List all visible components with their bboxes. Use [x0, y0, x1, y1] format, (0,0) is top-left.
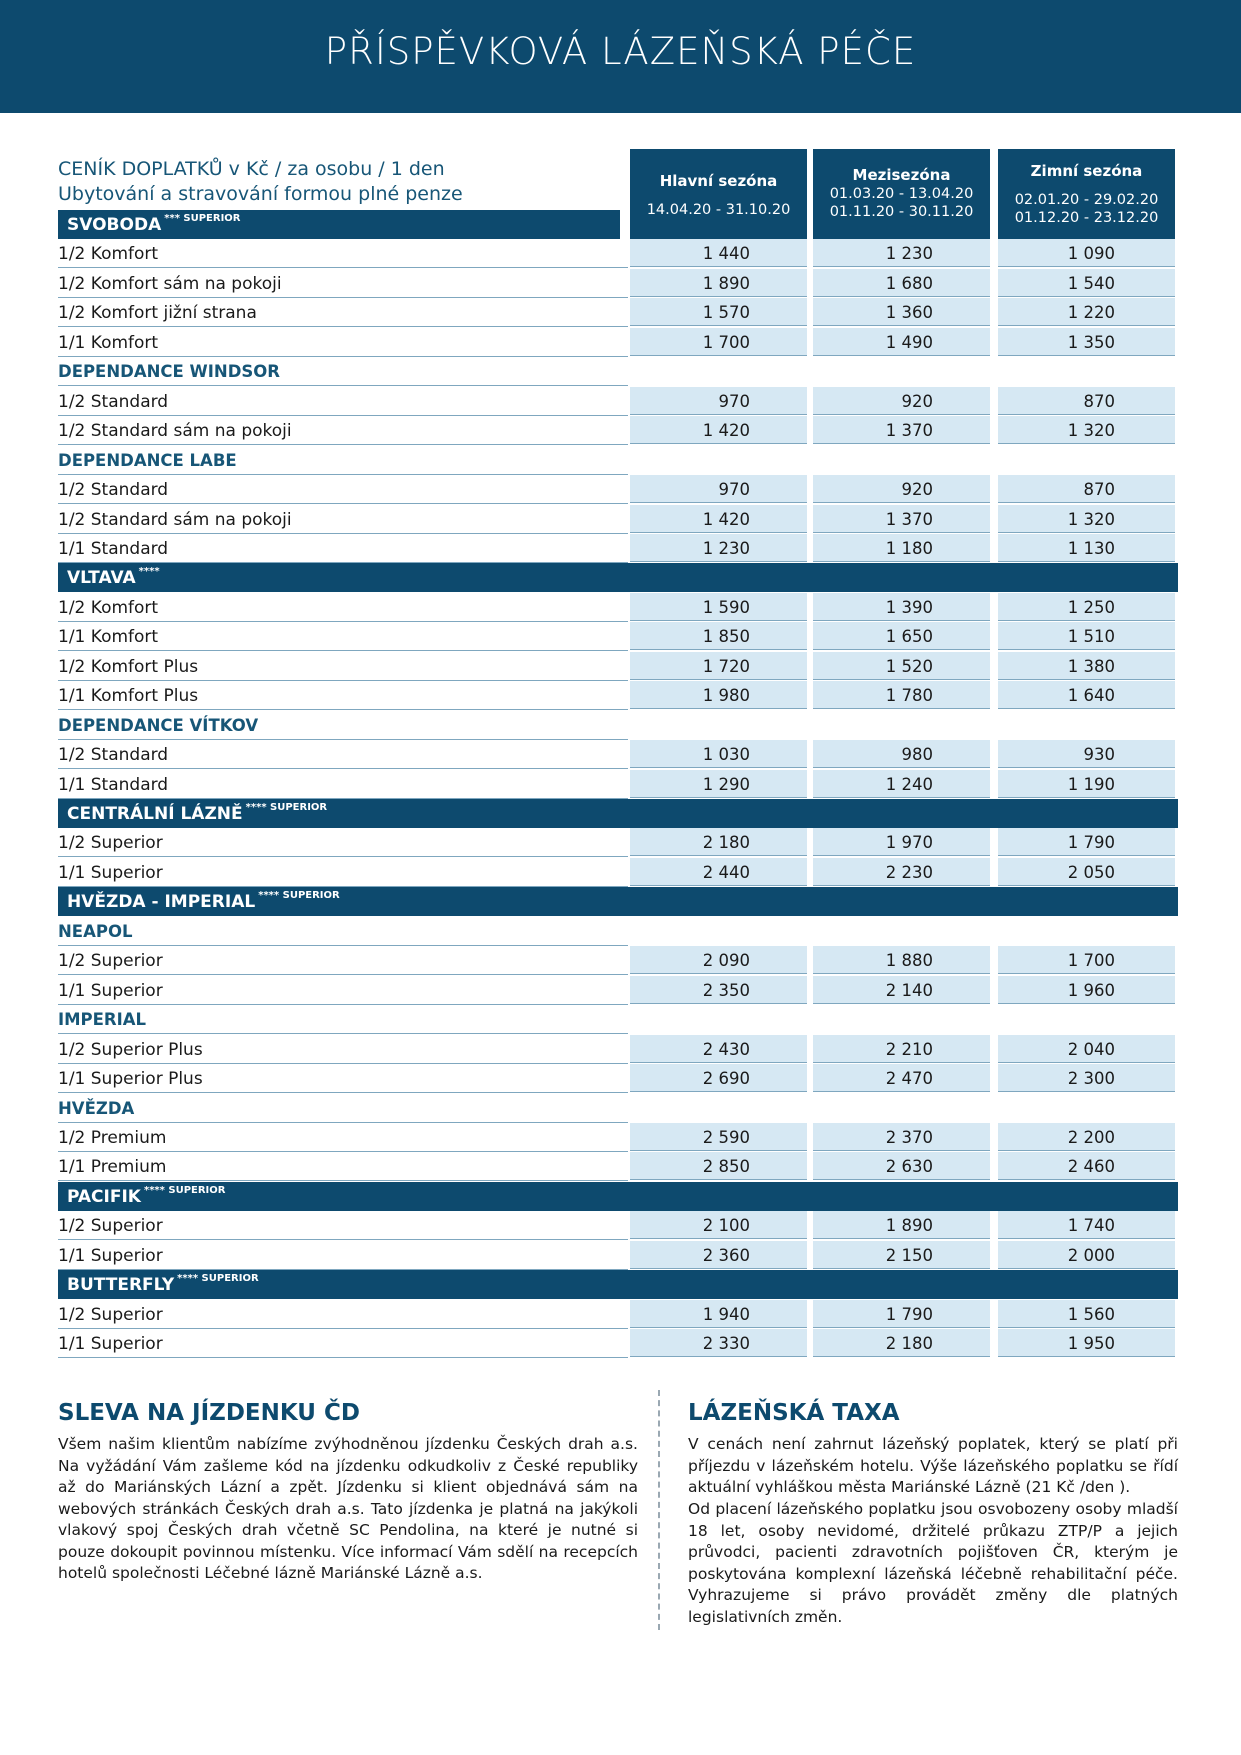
price-cell: 1 780: [813, 681, 990, 709]
hotel-stars: **** SUPERIOR: [177, 1273, 259, 1285]
price-cell: 920: [813, 387, 990, 415]
subsection-row: [58, 446, 1178, 475]
price-cell: 2 180: [630, 828, 807, 856]
subsection-label: HVĚZDA: [58, 1094, 628, 1123]
room-type-label: 1/2 Superior: [58, 1300, 628, 1329]
price-cell: 1 130: [998, 534, 1175, 562]
hotel-name: CENTRÁLNÍ LÁZNĚ: [67, 804, 243, 824]
price-cell: 1 090: [998, 239, 1175, 267]
price-cell: 2 430: [630, 1035, 807, 1063]
price-row: [58, 387, 1178, 416]
hotel-header-row: [58, 799, 1178, 828]
price-row: [58, 298, 1178, 327]
hotel-title: [67, 1182, 225, 1213]
hotel-header-row: [58, 563, 1178, 592]
price-cell: 2 200: [998, 1123, 1175, 1151]
price-cell: 1 980: [630, 681, 807, 709]
room-type-label: 1/2 Komfort: [58, 593, 628, 622]
room-type-label: 1/1 Superior: [58, 1241, 628, 1270]
season-name: Hlavní sezóna: [659, 172, 778, 190]
price-cell: 2 590: [630, 1123, 807, 1151]
hotel-title: [67, 1270, 259, 1301]
price-cell: 1 360: [813, 298, 990, 326]
price-cell: 1 240: [813, 770, 990, 798]
hotel-title: [67, 210, 241, 241]
price-cell: 980: [813, 740, 990, 768]
price-cell: 1 700: [630, 328, 807, 356]
room-type-label: 1/1 Komfort Plus: [58, 681, 628, 710]
price-row: [58, 416, 1178, 445]
hotel-header-row: [58, 887, 1178, 916]
hotel-name: BUTTERFLY: [67, 1275, 175, 1296]
hotel-stars: *** SUPERIOR: [164, 213, 241, 224]
price-cell: 2 040: [998, 1035, 1175, 1063]
season-dates: 02.01.20 - 29.02.20: [1014, 192, 1159, 208]
price-row: [58, 622, 1178, 651]
price-cell: 2 850: [630, 1152, 807, 1180]
hotel-header-row: [58, 210, 1178, 239]
price-cell: 1 380: [998, 652, 1175, 680]
price-cell: 1 560: [998, 1300, 1175, 1328]
page-title: PŘÍSPĚVKOVÁ LÁZEŇSKÁ PÉČE: [324, 30, 917, 73]
price-cell: 1 650: [813, 622, 990, 650]
price-cell: 970: [630, 387, 807, 415]
price-cell: 1 940: [630, 1300, 807, 1328]
price-list-caption: CENÍK DOPLATKŮ v Kč / za osobu / 1 den: [58, 158, 445, 180]
room-type-label: 1/2 Superior: [58, 946, 628, 975]
price-cell: 1 420: [630, 505, 807, 533]
price-cell: 1 960: [998, 976, 1175, 1004]
price-row: [58, 1064, 1178, 1093]
hotel-stars: ****: [138, 566, 160, 578]
price-cell: 870: [998, 387, 1175, 415]
price-cell: 2 440: [630, 858, 807, 886]
price-cell: 930: [998, 740, 1175, 768]
tax-text-1: V cenách není zahrnut lázeňský poplatek, který se platí při příjezdu v lázeňském hotelu. Výše lázeňského poplatku se řídí aktuální vyhláškou města Mariánské Lázně (21 Kč /den ).: [688, 1435, 1178, 1496]
hotel-stars: **** SUPERIOR: [143, 1184, 226, 1196]
price-cell: 2 330: [630, 1329, 807, 1357]
price-cell: 1 320: [998, 416, 1175, 444]
subsection-row: [58, 711, 1178, 740]
hotel-stars: **** SUPERIOR: [245, 802, 328, 813]
price-cell: 2 370: [813, 1123, 990, 1151]
price-cell: 1 510: [998, 622, 1175, 650]
room-type-label: 1/2 Superior Plus: [58, 1035, 628, 1064]
price-cell: 1 890: [813, 1211, 990, 1239]
room-type-label: 1/2 Komfort Plus: [58, 652, 628, 681]
price-cell: 1 890: [630, 269, 807, 297]
subsection-row: [58, 917, 1178, 946]
price-row: [58, 681, 1178, 710]
price-cell: 2 090: [630, 946, 807, 974]
tax-heading: LÁZEŇSKÁ TAXA: [688, 1400, 900, 1426]
ticket-text: Všem našim klientům nabízíme zvýhodněnou jízdenku Českých drah a.s. Na vyžádání Vám zašleme kód na jízdenku odkudkoliv z České republiky až do Mariánských Lázní a zpět. Jízdenku si klient objednává sám na webových stránkách Českých drah a.s. Tato jízdenka je platná na jakýkoli vlakový spoj Českých drah včetně SC Pendolina, na které je nutné si pouze dokoupit povinnou místenku. Více informací Vám sdělí na recepcích hotelů společnosti Léčebné lázně Mariánské Lázně a.s.: [58, 1435, 638, 1582]
price-cell: 1 390: [813, 593, 990, 621]
hotel-header-row: [58, 1270, 1178, 1299]
hotel-title: [67, 799, 327, 830]
price-row: [58, 593, 1178, 622]
price-cell: 1 720: [630, 652, 807, 680]
room-type-label: 1/1 Superior: [58, 1329, 628, 1358]
hotel-stars: **** SUPERIOR: [258, 890, 340, 902]
room-type-label: 1/1 Standard: [58, 770, 628, 799]
price-cell: 2 360: [630, 1241, 807, 1269]
price-cell: 1 850: [630, 622, 807, 650]
season-dates: 01.11.20 - 30.11.20: [829, 204, 974, 220]
price-cell: 2 630: [813, 1152, 990, 1180]
price-cell: 1 790: [813, 1300, 990, 1328]
hotel-header-bar: [58, 563, 1178, 592]
subsection-row: [58, 1094, 1178, 1123]
price-cell: 1 590: [630, 593, 807, 621]
price-cell: 1 440: [630, 239, 807, 267]
price-cell: 1 190: [998, 770, 1175, 798]
tax-text-2: Od placení lázeňského poplatku jsou osvobozeny osoby mladší 18 let, osoby nevidomé, držitelé průkazu ZTP/P a jejich průvodci, pacienti zdravotních pojišťoven ČR, kterým je poskytována komplexní lázeňská léčebně rehabilitační péče. Vyhrazujeme si právo provádět změny dle platných legislativních změn.: [688, 1500, 1178, 1626]
price-cell: 1 230: [813, 239, 990, 267]
subsection-label: DEPENDANCE LABE: [58, 446, 628, 475]
room-type-label: 1/1 Superior: [58, 858, 628, 887]
price-cell: 2 140: [813, 976, 990, 1004]
hotel-name: HVĚZDA - IMPERIAL: [67, 892, 256, 913]
price-row: [58, 858, 1178, 887]
price-row: [58, 976, 1178, 1005]
hotel-title: [67, 563, 160, 594]
room-type-label: 1/2 Komfort jižní strana: [58, 298, 628, 327]
price-row: [58, 1211, 1178, 1240]
price-row: [58, 652, 1178, 681]
price-row: [58, 239, 1178, 268]
season-name: Mezisezóna: [852, 166, 951, 184]
price-list-subcaption: Ubytování a stravování formou plné penze: [58, 183, 463, 205]
price-cell: 2 210: [813, 1035, 990, 1063]
price-row: [58, 328, 1178, 357]
ticket-heading: SLEVA NA JÍZDENKU ČD: [58, 1400, 360, 1426]
hotel-header-bar: [58, 1182, 1178, 1211]
price-row: [58, 1300, 1178, 1329]
price-row: [58, 946, 1178, 975]
price-cell: 1 700: [998, 946, 1175, 974]
room-type-label: 1/2 Superior: [58, 828, 628, 857]
price-cell: 1 880: [813, 946, 990, 974]
room-type-label: 1/1 Komfort: [58, 622, 628, 651]
price-cell: 1 230: [630, 534, 807, 562]
price-cell: 1 490: [813, 328, 990, 356]
price-row: [58, 505, 1178, 534]
price-cell: 1 290: [630, 770, 807, 798]
price-row: [58, 1329, 1178, 1358]
price-row: [58, 475, 1178, 504]
price-cell: 1 680: [813, 269, 990, 297]
price-cell: 2 300: [998, 1064, 1175, 1092]
price-row: [58, 269, 1178, 298]
price-cell: 2 100: [630, 1211, 807, 1239]
price-cell: 1 540: [998, 269, 1175, 297]
price-cell: 1 180: [813, 534, 990, 562]
subsection-label: NEAPOL: [58, 917, 628, 946]
price-cell: 1 570: [630, 298, 807, 326]
price-cell: 970: [630, 475, 807, 503]
price-row: [58, 1152, 1178, 1181]
price-cell: 2 460: [998, 1152, 1175, 1180]
room-type-label: 1/1 Superior: [58, 976, 628, 1005]
price-cell: 2 150: [813, 1241, 990, 1269]
price-cell: 2 470: [813, 1064, 990, 1092]
price-cell: 1 970: [813, 828, 990, 856]
page-header: [0, 0, 1241, 113]
season-name: Zimní sezóna: [1030, 162, 1143, 180]
room-type-label: 1/1 Superior Plus: [58, 1064, 628, 1093]
price-cell: 1 320: [998, 505, 1175, 533]
room-type-label: 1/2 Superior: [58, 1211, 628, 1240]
hotel-name: VLTAVA: [67, 568, 136, 589]
price-cell: 1 520: [813, 652, 990, 680]
price-row: [58, 1123, 1178, 1152]
price-cell: 1 350: [998, 328, 1175, 356]
room-type-label: 1/2 Standard sám na pokoji: [58, 416, 628, 445]
subsection-label: IMPERIAL: [58, 1005, 628, 1034]
hotel-name: SVOBODA: [67, 215, 162, 235]
season-dates: 01.12.20 - 23.12.20: [1014, 210, 1159, 226]
subsection-row: [58, 1005, 1178, 1034]
room-type-label: 1/2 Standard: [58, 387, 628, 416]
room-type-label: 1/2 Standard: [58, 475, 628, 504]
subsection-label: DEPENDANCE VÍTKOV: [58, 711, 628, 740]
room-type-label: 1/2 Standard sám na pokoji: [58, 505, 628, 534]
price-row: [58, 534, 1178, 563]
price-cell: 1 950: [998, 1329, 1175, 1357]
room-type-label: 1/1 Premium: [58, 1152, 628, 1181]
price-cell: 1 370: [813, 505, 990, 533]
price-cell: 2 000: [998, 1241, 1175, 1269]
season-dates: 14.04.20 - 31.10.20: [646, 202, 791, 218]
price-cell: 2 050: [998, 858, 1175, 886]
room-type-label: 1/2 Komfort: [58, 239, 628, 268]
column-divider: [658, 1390, 660, 1630]
price-cell: 1 220: [998, 298, 1175, 326]
price-cell: 1 790: [998, 828, 1175, 856]
price-cell: 1 640: [998, 681, 1175, 709]
price-cell: 1 740: [998, 1211, 1175, 1239]
price-cell: 1 250: [998, 593, 1175, 621]
price-row: [58, 1241, 1178, 1270]
room-type-label: 1/2 Komfort sám na pokoji: [58, 269, 628, 298]
price-cell: 2 350: [630, 976, 807, 1004]
subsection-row: [58, 357, 1178, 386]
price-cell: 1 030: [630, 740, 807, 768]
season-dates: 01.03.20 - 13.04.20: [829, 186, 974, 202]
price-row: [58, 1035, 1178, 1064]
price-row: [58, 740, 1178, 769]
price-row: [58, 770, 1178, 799]
room-type-label: 1/1 Komfort: [58, 328, 628, 357]
price-cell: 870: [998, 475, 1175, 503]
room-type-label: 1/2 Standard: [58, 740, 628, 769]
room-type-label: 1/1 Standard: [58, 534, 628, 563]
price-cell: 1 420: [630, 416, 807, 444]
subsection-label: DEPENDANCE WINDSOR: [58, 357, 628, 386]
price-cell: 920: [813, 475, 990, 503]
room-type-label: 1/2 Premium: [58, 1123, 628, 1152]
price-row: [58, 828, 1178, 857]
hotel-header-row: [58, 1182, 1178, 1211]
hotel-title: [67, 887, 340, 918]
price-cell: 2 690: [630, 1064, 807, 1092]
price-cell: 2 180: [813, 1329, 990, 1357]
hotel-name: PACIFIK: [67, 1186, 141, 1207]
price-cell: 1 370: [813, 416, 990, 444]
price-cell: 2 230: [813, 858, 990, 886]
